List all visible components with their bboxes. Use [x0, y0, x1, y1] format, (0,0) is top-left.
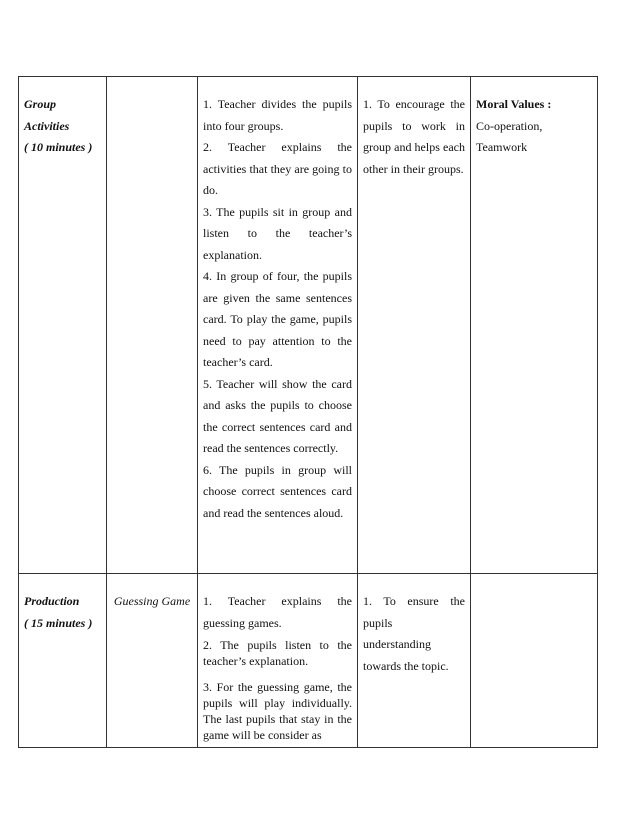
purpose-text: understanding: [363, 637, 431, 651]
purpose-text: 1. To encourage the pupils to work in group and helps each other in their groups.: [363, 97, 465, 176]
values-cell: [471, 574, 598, 748]
table-row: [19, 574, 598, 748]
activity-cell: [107, 77, 198, 574]
purpose-text: 1. To ensure the pupils: [363, 594, 465, 630]
step-item: 1. Teacher explains the guessing games.: [203, 594, 352, 630]
step-item: 4. In group of four, the pupils are given the same sentences card. To play the game, pupils need to pay attention to the teacher’s card.: [203, 269, 352, 369]
stage-title: Production: [24, 594, 80, 608]
steps-cell: [198, 77, 358, 574]
stage-cell: [19, 77, 107, 574]
steps-cell: [198, 574, 358, 748]
purpose-cell: [358, 77, 471, 574]
table-row: [19, 77, 598, 574]
stage-cell: [19, 574, 107, 748]
step-item: 1. Teacher divides the pupils into four groups.: [203, 97, 352, 133]
step-item: 2. Teacher explains the activities that they are going to do.: [203, 140, 352, 197]
step-item: 3. For the guessing game, the pupils will play individually. The last pupils that stay in the game will be consider as: [203, 680, 352, 742]
step-item: 2. The pupils listen to the teacher’s explanation.: [203, 638, 352, 668]
values-cell: [471, 77, 598, 574]
values-text: Co-operation, Teamwork: [476, 118, 543, 154]
purpose-cell: [358, 574, 471, 748]
lesson-plan-table: [18, 76, 598, 748]
step-item: 6. The pupils in group will choose correct sentences card and read the sentences aloud.: [203, 462, 352, 520]
step-item: 3. The pupils sit in group and listen to the teacher’s explanation.: [203, 204, 352, 262]
stage-title: Group: [24, 97, 57, 111]
step-item: 5. Teacher will show the card and asks the pupils to choose the correct sentences card and read the sentences correctly.: [203, 376, 352, 455]
activity-cell: [107, 574, 198, 748]
stage-duration: ( 10 minutes ): [24, 140, 93, 154]
purpose-text: towards the topic.: [363, 658, 449, 673]
activity-name: Guessing Game: [113, 594, 191, 608]
stage-duration: ( 15 minutes ): [24, 615, 93, 630]
values-title: Moral Values :: [476, 97, 552, 111]
stage-title-line2: Activities: [24, 118, 70, 133]
